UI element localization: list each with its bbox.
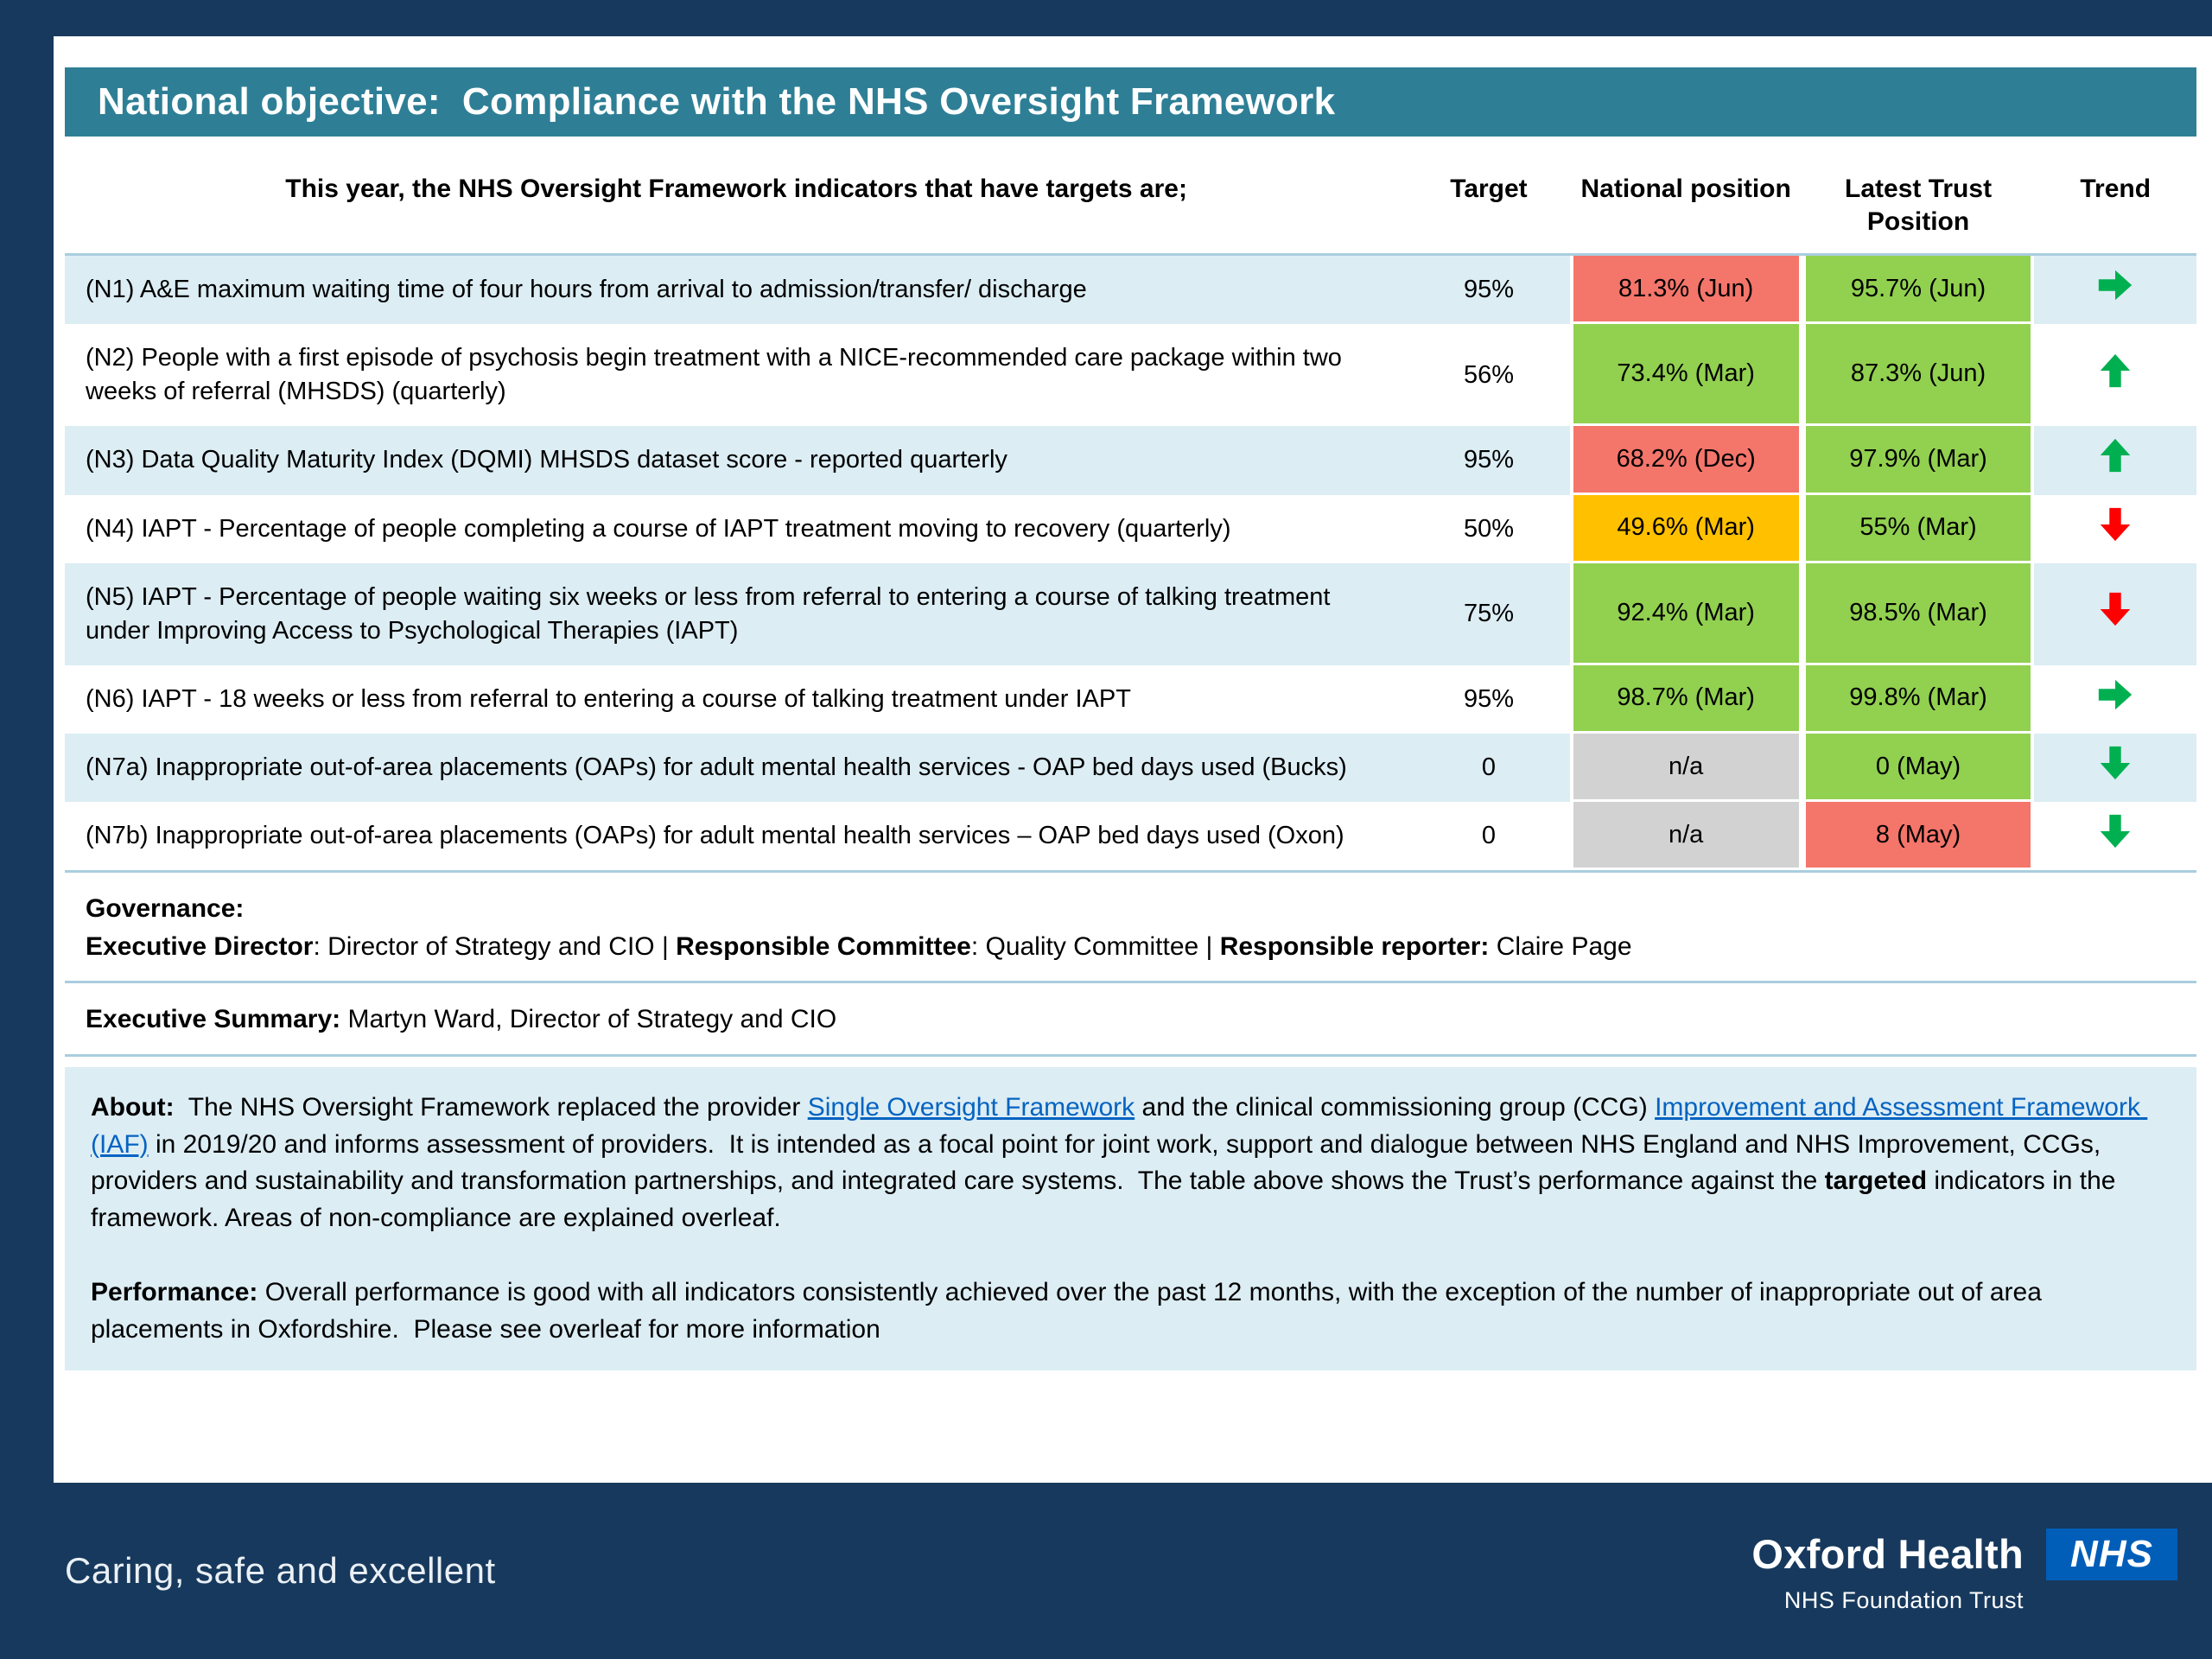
trend-down-icon (2095, 811, 2135, 851)
bold-text: About: (91, 1092, 175, 1122)
bold-text: Executive Director (86, 931, 314, 961)
table-row (65, 324, 2196, 426)
left-border-stripe (0, 0, 54, 1659)
bold-text: targeted (1824, 1166, 1928, 1196)
about-paragraph (91, 1090, 2171, 1236)
nhs-logo-text: NHS (2070, 1532, 2153, 1575)
trend-cell (2034, 256, 2196, 324)
indicator-target: 56% (1463, 360, 1514, 389)
table-row (65, 734, 2196, 802)
governance-line (86, 928, 2176, 966)
table-row (65, 495, 2196, 563)
national-position-cell: n/a (1570, 802, 1802, 870)
text-run: Martyn Ward, Director of Strategy and CIO (347, 1005, 837, 1034)
nhs-logo (2046, 1529, 2177, 1580)
national-position-cell: 92.4% (Mar) (1570, 563, 1802, 665)
divider (65, 1054, 2196, 1057)
trend-cell (2034, 495, 2196, 563)
national-position-cell: 68.2% (Dec) (1570, 426, 1802, 494)
indicator-target: 50% (1463, 514, 1514, 543)
text-run: Claire Page (1489, 931, 1632, 961)
trust-position-cell: 55% (Mar) (1802, 495, 2035, 563)
text-run: : Quality Committee | (970, 931, 1220, 961)
trust-position-cell: 98.5% (Mar) (1802, 563, 2035, 665)
inline-link[interactable]: Improvement and Assessment Framework (IAF) (91, 1092, 2148, 1159)
bold-text: Executive Summary: (86, 1005, 348, 1034)
indicators-table (65, 152, 2196, 870)
national-position-cell: 49.6% (Mar) (1570, 495, 1802, 563)
about-block (65, 1067, 2196, 1371)
national-position-cell: n/a (1570, 734, 1802, 802)
governance-section (65, 873, 2196, 981)
footer-branding (1751, 1529, 2177, 1614)
top-border-bar (0, 0, 2212, 36)
trust-position-cell: 97.9% (Mar) (1802, 426, 2035, 494)
col-header-national-position: National position (1570, 152, 1802, 256)
col-header-description: This year, the NHS Oversight Framework indicators that have targets are; (65, 152, 1408, 256)
national-position-cell: 73.4% (Mar) (1570, 324, 1802, 426)
objective-banner (65, 67, 2196, 137)
indicator-description: (N6) IAPT - 18 weeks or less from referral to entering a course of talking treatment under IAPT (86, 684, 1131, 713)
page-title: National objective: Compliance with the NHS Oversight Framework (98, 80, 1336, 123)
org-name: Oxford Health (1751, 1531, 2024, 1577)
executive-summary-line (86, 1001, 2176, 1039)
text-run: : Director of Strategy and CIO | (313, 931, 677, 961)
trend-cell (2034, 426, 2196, 494)
table-row (65, 563, 2196, 665)
indicator-target: 0 (1481, 753, 1497, 782)
trend-cell (2034, 665, 2196, 734)
indicator-description: (N7a) Inappropriate out-of-area placements (OAPs) for adult mental health services - OAP bed days used (Bucks) (86, 753, 1347, 782)
trend-cell (2034, 802, 2196, 870)
trend-down-icon (2095, 743, 2135, 783)
trend-cell (2034, 734, 2196, 802)
trend-right-icon (2095, 675, 2135, 715)
indicator-description: (N4) IAPT - Percentage of people completing a course of IAPT treatment moving to recovery (quarterly) (86, 514, 1231, 543)
indicator-target: 95% (1463, 276, 1514, 303)
footer-tagline: Caring, safe and excellent (65, 1550, 496, 1591)
governance-heading: Governance: (86, 894, 245, 924)
col-header-target: Target (1408, 152, 1569, 256)
text-run: in 2019/20 and informs assessment of providers. It is intended as a focal point for joint work, support and dialogue between NHS England and NHS Improvement, CCGs, providers and sustainability and transformation partnerships, and integrated care systems. The table above shows the Trust’s performance against the (91, 1129, 2108, 1196)
table-row (65, 665, 2196, 734)
text-run: indicators in the framework. Areas of non-compliance are explained overleaf. (91, 1166, 2123, 1232)
table-row (65, 426, 2196, 494)
trend-up-icon (2095, 435, 2135, 475)
indicator-description: (N2) People with a first episode of psychosis begin treatment with a NICE-recommended care package within two weeks of referral (MHSDS) (quarterly) (86, 344, 1342, 406)
trust-position-cell: 87.3% (Jun) (1802, 324, 2035, 426)
indicator-description: (N7b) Inappropriate out-of-area placements (OAPs) for adult mental health services – OAP bed days used (Oxon) (86, 822, 1344, 850)
indicator-target: 95% (1463, 684, 1514, 713)
indicator-description: (N1) A&E maximum waiting time of four hours from arrival to admission/transfer/ discharge (86, 276, 1087, 303)
footer-bar (0, 1483, 2212, 1659)
trend-cell (2034, 563, 2196, 665)
indicator-target: 95% (1463, 446, 1514, 474)
bold-text: Responsible Committee (676, 931, 971, 961)
trust-position-cell: 0 (May) (1802, 734, 2035, 802)
trust-position-cell: 8 (May) (1802, 802, 2035, 870)
bold-text: Responsible reporter: (1219, 931, 1490, 961)
national-position-cell: 81.3% (Jun) (1570, 256, 1802, 324)
trend-right-icon (2095, 265, 2135, 305)
indicators-tbody (65, 256, 2196, 870)
trust-position-cell: 95.7% (Jun) (1802, 256, 2035, 324)
indicator-description: (N5) IAPT - Percentage of people waiting six weeks or less from referral to entering a course of talking treatment under Improving Access to Psychological Therapies (IAPT) (86, 582, 1331, 645)
text-run: Overall performance is good with all indicators consistently achieved over the past 12 months, with the exception of the number of inappropriate out of area placements in Oxfordshire. Please see overleaf for more information (91, 1278, 2050, 1344)
indicator-target: 0 (1481, 822, 1497, 850)
trend-down-icon (2095, 505, 2135, 544)
org-subtitle: NHS Foundation Trust (1783, 1586, 2024, 1613)
trend-down-icon (2095, 589, 2135, 629)
text-run: and the clinical commissioning group (CCG) (1135, 1092, 1656, 1122)
performance-paragraph (91, 1274, 2171, 1348)
table-header-row (65, 152, 2196, 256)
national-position-cell: 98.7% (Mar) (1570, 665, 1802, 734)
trend-cell (2034, 324, 2196, 426)
executive-summary-section (65, 983, 2196, 1054)
indicator-target: 75% (1463, 600, 1514, 628)
bold-text: Performance: (91, 1278, 258, 1307)
col-header-trust-position: Latest Trust Position (1802, 152, 2035, 256)
indicator-description: (N3) Data Quality Maturity Index (DQMI) MHSDS dataset score - reported quarterly (86, 446, 1007, 474)
report-content (65, 36, 2196, 1391)
inline-link[interactable]: Single Oversight Framework (807, 1092, 1135, 1122)
text-run: The NHS Oversight Framework replaced the provider (174, 1092, 808, 1122)
table-row (65, 802, 2196, 870)
trend-up-icon (2095, 351, 2135, 391)
table-row (65, 256, 2196, 324)
col-header-trend: Trend (2034, 152, 2196, 256)
trust-position-cell: 99.8% (Mar) (1802, 665, 2035, 734)
